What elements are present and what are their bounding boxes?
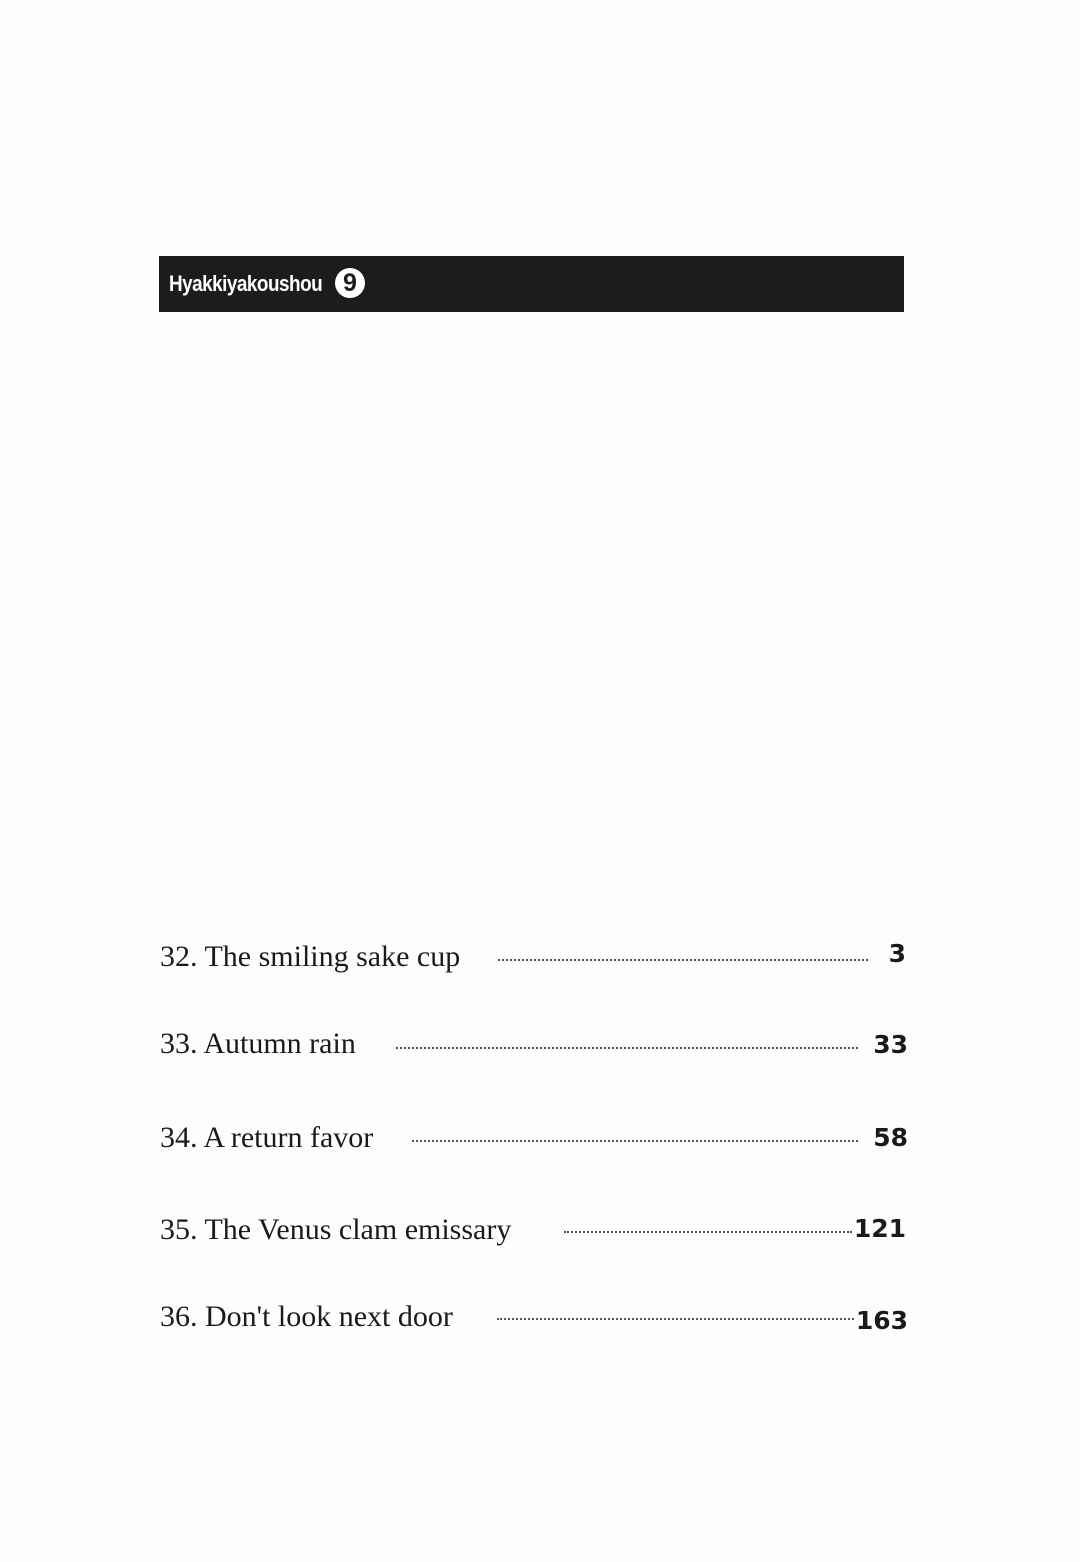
toc-entry-title: 34. A return favor: [160, 1121, 374, 1154]
toc-entry-page: 33: [873, 1030, 908, 1059]
toc-dot-leader: [497, 1318, 854, 1320]
toc-entry-page: 121: [853, 1214, 906, 1243]
series-title: Hyakkiyakoushou: [169, 271, 323, 296]
volume-number-badge: 9: [335, 268, 365, 298]
toc-dot-leader: [412, 1140, 858, 1142]
toc-dot-leader: [498, 959, 868, 961]
series-title-bar: [159, 256, 904, 312]
toc-entry-title: 32. The smiling sake cup: [160, 940, 461, 973]
toc-entry-32[interactable]: [160, 937, 910, 987]
toc-entry-title: 35. The Venus clam emissary: [160, 1213, 512, 1246]
toc-entry-title: 33. Autumn rain: [160, 1027, 356, 1060]
toc-dot-leader: [564, 1231, 852, 1233]
toc-entry-title: 36. Don't look next door: [160, 1300, 453, 1333]
toc-entry-page: 163: [855, 1306, 908, 1335]
toc-entry-page: 3: [888, 939, 906, 968]
toc-dot-leader: [396, 1047, 858, 1049]
toc-entry-34[interactable]: [160, 1118, 910, 1168]
toc-entry-page: 58: [873, 1123, 908, 1152]
toc-entry-35[interactable]: [160, 1210, 910, 1260]
toc-entry-33[interactable]: [160, 1024, 910, 1074]
toc-entry-36[interactable]: [160, 1297, 910, 1347]
